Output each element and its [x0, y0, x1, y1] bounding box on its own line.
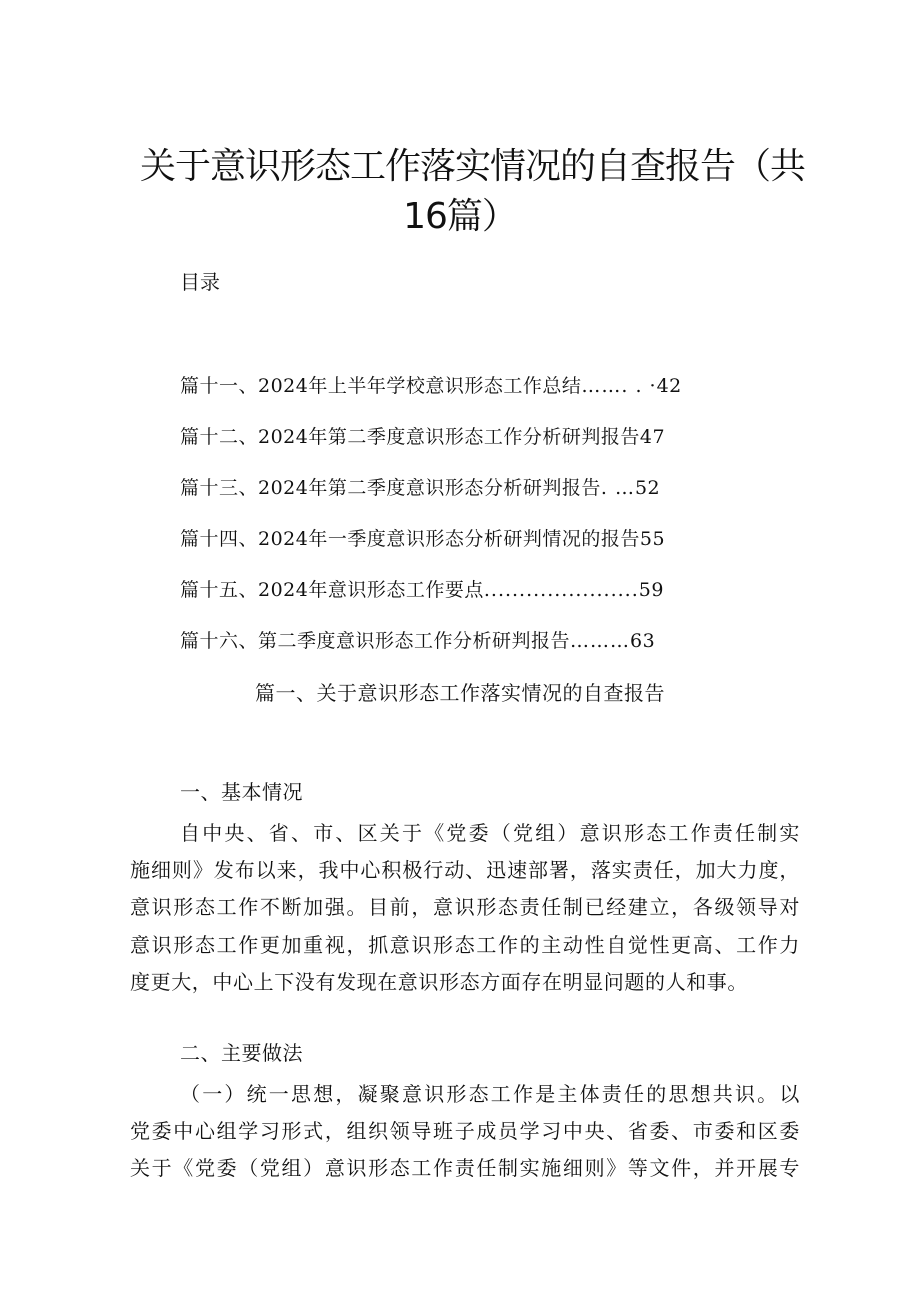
paragraph-line: 自中央、省、市、区关于《党委（党组）意识形态工作责任制实	[180, 821, 800, 845]
document-title-line-2: 16篇）	[403, 196, 517, 237]
toc-entry-page: 55	[639, 528, 666, 550]
section-title: 篇一、关于意识形态工作落实情况的自查报告	[255, 681, 665, 705]
toc-entry-page: 42	[656, 375, 682, 397]
paragraph-line: 度更大，中心上下没有发现在意识形态方面存在明显问题的人和事。	[130, 969, 748, 994]
toc-entry-label: 篇十一、2024年上半年学校意识形态工作总结	[180, 375, 582, 397]
paragraph-line: 关于《党委（党组）意识形态工作责任制实施细则》等文件，并开展专	[130, 1156, 800, 1181]
toc-entry-page: 47	[639, 426, 666, 448]
toc-entry-page: 63	[630, 630, 656, 652]
document-title	[140, 142, 806, 242]
toc-entry-label: 篇十五、2024年意识形态工作要点	[180, 579, 484, 601]
toc-entry[interactable]	[180, 627, 655, 655]
document-title-line-1: 关于意识形态工作落实情况的自查报告（共	[140, 146, 806, 187]
toc-heading: 目录	[180, 270, 220, 294]
toc-entry-label: 篇十四、2024年一季度意识形态分析研判情况的报告	[180, 528, 640, 550]
paragraph-basic-situation	[130, 815, 800, 1001]
toc-entry-page: 59	[638, 579, 664, 601]
toc-entry-label: 篇十二、2024年第二季度意识形态工作分析研判报告	[180, 426, 640, 448]
toc-entry[interactable]	[180, 474, 660, 502]
paragraph-line: 党委中心组学习形式，组织领导班子成员学习中央、省委、市委和区委	[130, 1119, 800, 1144]
heading-main-practices: 二、主要做法	[180, 1041, 303, 1065]
toc-entry[interactable]	[180, 423, 665, 451]
paragraph-line: 施细则》发布以来，我中心积极行动、迅速部署，落实责任，加大力度，	[130, 858, 800, 883]
heading-basic-situation: 一、基本情况	[180, 780, 303, 804]
toc-entry[interactable]	[180, 576, 664, 604]
toc-entry-leader: ……. . ·	[581, 375, 657, 397]
toc-entry-leader: . …	[600, 477, 635, 499]
toc-entry-label: 篇十三、2024年第二季度意识形态分析研判报告	[180, 477, 601, 499]
paragraph-line: 意识形态工作不断加强。目前，意识形态责任制已经建立，各级领导对	[130, 895, 800, 920]
paragraph-line: （一）统一思想，凝聚意识形态工作是主体责任的思想共识。以	[180, 1082, 800, 1106]
paragraph-main-practices	[130, 1076, 800, 1188]
toc-entry-leader: ......................	[483, 579, 639, 601]
paragraph-line: 意识形态工作更加重视，抓意识形态工作的主动性自觉性更高、工作力	[130, 932, 800, 957]
toc-entry-label: 篇十六、第二季度意识形态工作分析研判报告	[180, 630, 571, 652]
toc-entry[interactable]	[180, 372, 682, 400]
toc-entry-page: 52	[634, 477, 661, 499]
toc-entry-leader: ………	[570, 630, 631, 652]
toc-entry[interactable]	[180, 525, 665, 553]
